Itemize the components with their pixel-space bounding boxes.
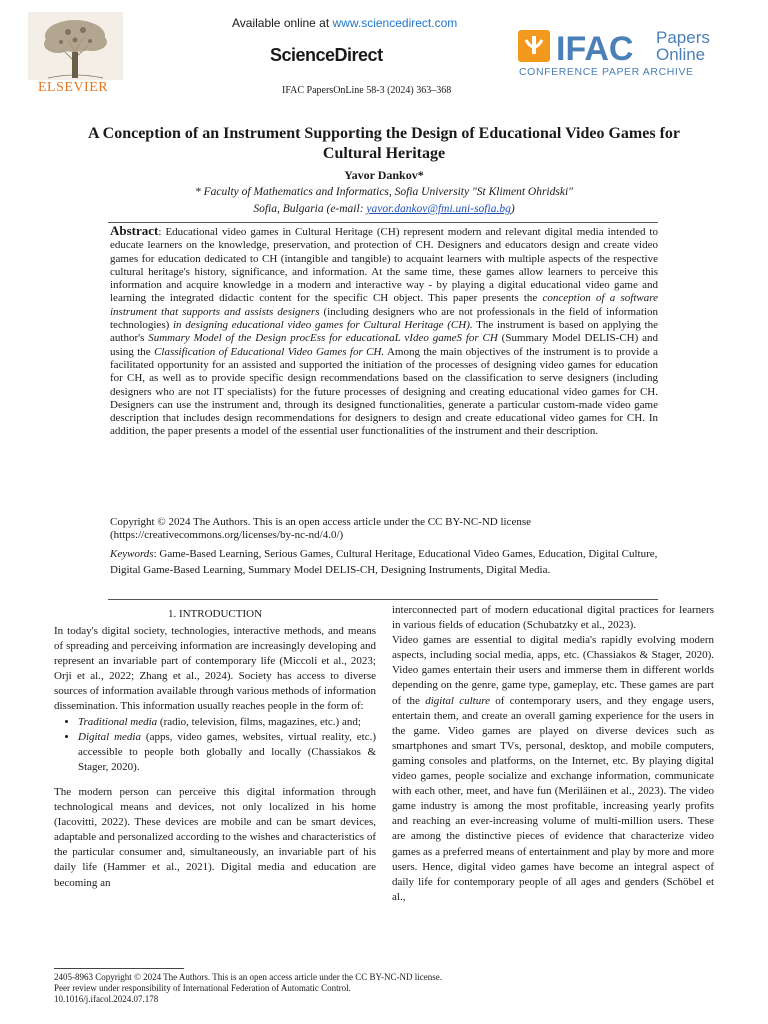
ifac-online-word: Online bbox=[656, 45, 706, 64]
intro-paragraph-2: The modern person can perceive this digital information through technological means and devices, not only localized in his home (Iacovitti, 2022). These devices are mobile and can be smart devices, adaptable and personalized according to the wishes and characteristics of the particular consumer and, simultaneously, an invariable part of his daily life (Hammer et al., 2021). Digital media and education are becoming an bbox=[54, 785, 376, 889]
keywords-block bbox=[110, 546, 658, 578]
right-column bbox=[392, 603, 714, 905]
paper-title: A Conception of an Instrument Supporting the Design of Educational Video Games for Cultural Heritage bbox=[87, 125, 681, 162]
copyright-line: Copyright © 2024 The Authors. This is an open access article under the CC BY-NC-ND license bbox=[110, 516, 531, 528]
keywords-label: Keywords bbox=[110, 548, 154, 560]
digital-culture-term: digital culture bbox=[425, 694, 490, 707]
abstract-italic-2: in designing educational video games for Cultural Heritage (CH). bbox=[173, 319, 473, 332]
abstract-italic-4: Classification of Educational Video Games for CH. bbox=[154, 345, 385, 358]
video-games-text-a: Video games are essential to digital media's rapidly evolving modern aspects, including social media, apps, etc. (Chassiakos & Stager, 2020). Video games entertain their users and immerse them in different worlds depending on the genre, game type, gameplay, etc. These games are part of the bbox=[392, 634, 714, 707]
publisher-name: ELSEVIER bbox=[38, 80, 109, 95]
author-contact-prefix: Sofia, Bulgaria (e-mail: bbox=[253, 203, 367, 215]
abstract-label: Abstract bbox=[110, 223, 159, 238]
media-desc-digital: (apps, video games, websites, virtual reality, etc.) accessible to people both globally and locally (Chassiakos & Stager, 2020). bbox=[78, 730, 377, 773]
media-type-traditional: Traditional media bbox=[78, 715, 158, 728]
sciencedirect-link[interactable]: www.sciencedirect.com bbox=[332, 16, 458, 30]
journal-reference: IFAC PapersOnLine 58-3 (2024) 363–368 bbox=[282, 85, 452, 96]
section-heading-introduction: 1. INTRODUCTION bbox=[167, 608, 263, 620]
ifac-wordmark: IFAC bbox=[556, 30, 634, 68]
available-online-label: Available online at bbox=[232, 16, 333, 30]
author-email-link[interactable]: yavor.dankov@fmi.uni-sofia.bg bbox=[366, 203, 511, 215]
abstract-italic-3: Summary Model of the Design procEss for educationaL vIdeo gameS for CH bbox=[148, 332, 498, 345]
author-contact-suffix: ) bbox=[510, 203, 515, 215]
copyright-notice bbox=[110, 516, 658, 543]
author-affiliation: * Faculty of Mathematics and Informatics, Sofia University "St Kliment Ohridski" bbox=[195, 186, 573, 198]
paper-author: Yavor Dankov* bbox=[344, 168, 424, 182]
media-list-item bbox=[78, 730, 376, 775]
available-online-line bbox=[232, 16, 457, 30]
abstract-top-rule bbox=[108, 222, 658, 223]
abstract-block: Abstract: Educational video games in Cultural Heritage (CH) represent modern and relevant digital media intended to educate learners on the knowledge, preservation, and protection of CH. Designers and educators design and create video games for education dedicated to CH (intangible and tangible) to acquaint learners with multiple aspects of the respective cultural heritage's history, significance, and information. At the same time, these games allow learners to perceive this information and acquire knowledge in a modern and interactive way - by playing a digital educational video game and learning the integrated didactic content for the specific CH object. This paper presents the conception of a software instrument that supports and assists designers (including designers who are not professionals in the field of information technologies) in designing educational video games for Cultural Heritage (CH). The instrument is based on applying the author's Summary Model of the Design procEss for educationaL vIdeo gameS for CH (Summary Model DELIS-CH) and using the Classification of Educational Video Games for CH. Among the main objectives of the instrument is to provide a facilitated opportunity for an assisted and supported the initiation of the processes of designing video games for education for CH, as well as to provide specific design recommendations based on the classification to serve designers (including designers who are not IT specialists) for the future processes of designing and creating educational video games for CH. Designers can use the instrument and, through its designed functionalities, generate a particular custom-made video game description that includes design recommendations for designers to design and create educational video games for CH. In addition, the paper presents a model of the essential user functionalities of the instrument and their description. bbox=[110, 223, 659, 438]
media-list-item bbox=[78, 715, 376, 730]
footer-rule bbox=[54, 968, 184, 969]
footer-notice bbox=[54, 972, 442, 1005]
intro-paragraph-3: interconnected part of modern educational digital practices for learners in various fields of education (Schubatzky et al., 2023). bbox=[392, 604, 714, 632]
abstract-text-4: (Summary Model DELIS-CH) and using the bbox=[110, 332, 659, 358]
ifac-archive-label: CONFERENCE PAPER ARCHIVE bbox=[519, 66, 694, 78]
media-list bbox=[54, 715, 376, 775]
abstract-text-1: Educational video games in Cultural Heritage (CH) represent modern and relevant digital media intended to educate learners on the knowledge, preservation, and protection of CH. Designers and educators design and create video games for education dedicated to CH (intangible and tangible) to acquaint learners with multiple aspects of the respective cultural heritage's history, significance, and information. At the same time, these games allow learners to perceive this information and acquire knowledge in a modern and interactive way - by playing a digital educational video game and learning the integrated didactic content for the specific CH object. This paper presents the bbox=[110, 226, 658, 305]
sciencedirect-brand: ScienceDirect bbox=[270, 45, 383, 65]
abstract-text-3: The instrument is based on applying the author's bbox=[110, 319, 659, 345]
abstract-bottom-rule bbox=[108, 599, 658, 600]
author-contact bbox=[0, 203, 768, 215]
intro-paragraph-1: In today's digital society, technologies, interactive methods, and means of spreading and perceiving information are increasingly developing and represent an invariable part of contemporary life (Miccoli et al., 2023; Orji et al., 2022; Zhang et al., 2024). Society has access to diverse sources of information available through various methods of information dissemination. This information usually reaches people in the form of: bbox=[54, 625, 376, 713]
footer-copyright: 2405-8963 Copyright © 2024 The Authors. This is an open access article under the CC BY-NC-ND license. bbox=[54, 972, 442, 982]
media-type-digital: Digital media bbox=[78, 730, 141, 743]
left-column bbox=[54, 624, 376, 891]
video-games-text-b: of contemporary users, and they engage users, entertain them, and create an overall gaming experience for the users in the game. Video games are played on diverse devices such as smartphones and smart TVs, personal, desktop, and mobile computers, gaming consoles and platforms, on the Internet, etc. By playing digital video games, people socialize and exchange information, communicate with each other, meet, and have fun (Meriläinen et al., 2023). The video game industry is among the most profitable, increasing yearly profits and reaching an ever-increasing volume of multi-million users. These are among the distinctive pieces of evidence that characterize video games as a preferred means of entertainment and play by more and more users. Hence, digital video games have become an integral aspect of daily life for contemporary people of all ages and genders (Schöbel et al., bbox=[392, 694, 714, 903]
footer-peer-review: Peer review under responsibility of International Federation of Automatic Control. bbox=[54, 983, 351, 993]
footer-doi[interactable]: 10.1016/j.ifacol.2024.07.178 bbox=[54, 994, 159, 1004]
abstract-italic-1: conception of a software instrument that supports and assists designers bbox=[110, 292, 658, 318]
abstract-text-5: Among the main objectives of the instrument is to provide a facilitated opportunity for an assisted and supported the initiation of the processes of designing video games for education for CH, as well as to provide specific design recommendations based on the classification to serve designers (including designers who are not IT specialists) for the future processes of designing and creating educational video games for CH. Designers can use the instrument and, through its designed functionalities, generate a particular custom-made video game description that includes design recommendations for designers to design and create educational video games for CH. In addition, the paper presents a model of the essential user functionalities of the instrument and their description. bbox=[110, 345, 658, 438]
keywords-list: : Game-Based Learning, Serious Games, Cultural Heritage, Educational Video Games, Education, Digital Culture, Digital Game-Based Learning, Summary Model DELIS-CH, Designing Instruments, Digital Media. bbox=[110, 548, 658, 576]
ifac-papers-word: Papers bbox=[656, 28, 710, 47]
media-desc-traditional: (radio, television, films, magazines, etc.) and; bbox=[157, 715, 361, 728]
intro-paragraph-4 bbox=[392, 633, 714, 905]
license-link[interactable]: (https://creativecommons.org/licenses/by-nc-nd/4.0/) bbox=[110, 529, 344, 542]
abstract-text-2: (including designers who are not professionals in the field of information technologies) bbox=[110, 305, 658, 332]
